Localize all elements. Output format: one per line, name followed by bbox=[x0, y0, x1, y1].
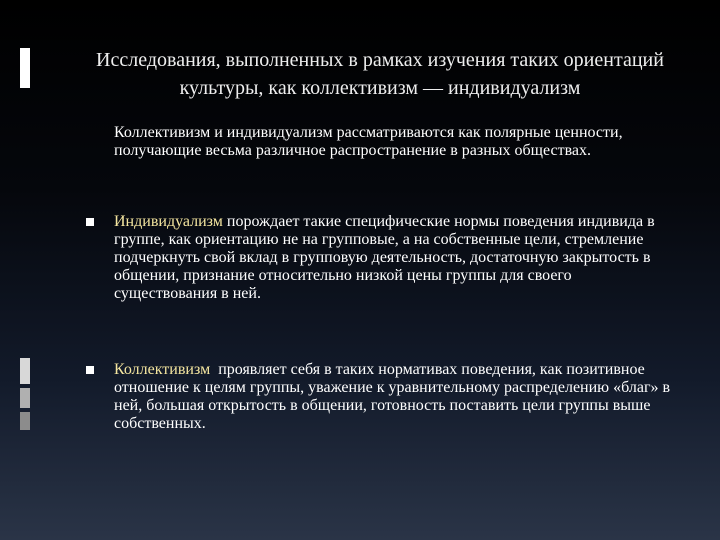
accent-bar-bottom-2 bbox=[20, 388, 30, 408]
accent-bar-top bbox=[20, 48, 30, 88]
square-bullet-icon bbox=[86, 366, 94, 374]
bullet-body: порождает такие специфические нормы поведения индивида в группе, как ориентацию не на групповые, а на собственные цели, стремление подчеркнуть свой вклад в групповую деятельность, достаточную закрытость в общении, признание относительно низкой цены группы для своего существования в ней. bbox=[114, 213, 655, 302]
highlight-term: Индивидуализм bbox=[114, 213, 223, 230]
bullet-body: проявляет себя в таких нормативах поведения, как позитивное отношение к целям группы, уважение к уравнительному распределению «благ» в ней, большая открытость в общении, готовность поставить цели группы выше собственных. bbox=[114, 361, 675, 432]
bullet-text bbox=[114, 361, 676, 433]
bullet-individualism bbox=[86, 213, 676, 303]
accent-bar-bottom-1 bbox=[20, 358, 30, 384]
bullet-text bbox=[114, 213, 676, 303]
accent-bar-bottom-3 bbox=[20, 412, 30, 430]
slide-title: Исследования, выполненных в рамках изучения таких ориентаций культуры, как коллективизм — индивидуализм bbox=[96, 49, 664, 99]
highlight-term: Коллективизм bbox=[114, 361, 211, 378]
square-bullet-icon bbox=[86, 218, 94, 226]
intro-paragraph: Коллективизм и индивидуализм рассматриваются как полярные ценности, получающие весьма различное распространение в разных обществах. bbox=[114, 124, 623, 159]
bullet-collectivism bbox=[86, 361, 676, 433]
